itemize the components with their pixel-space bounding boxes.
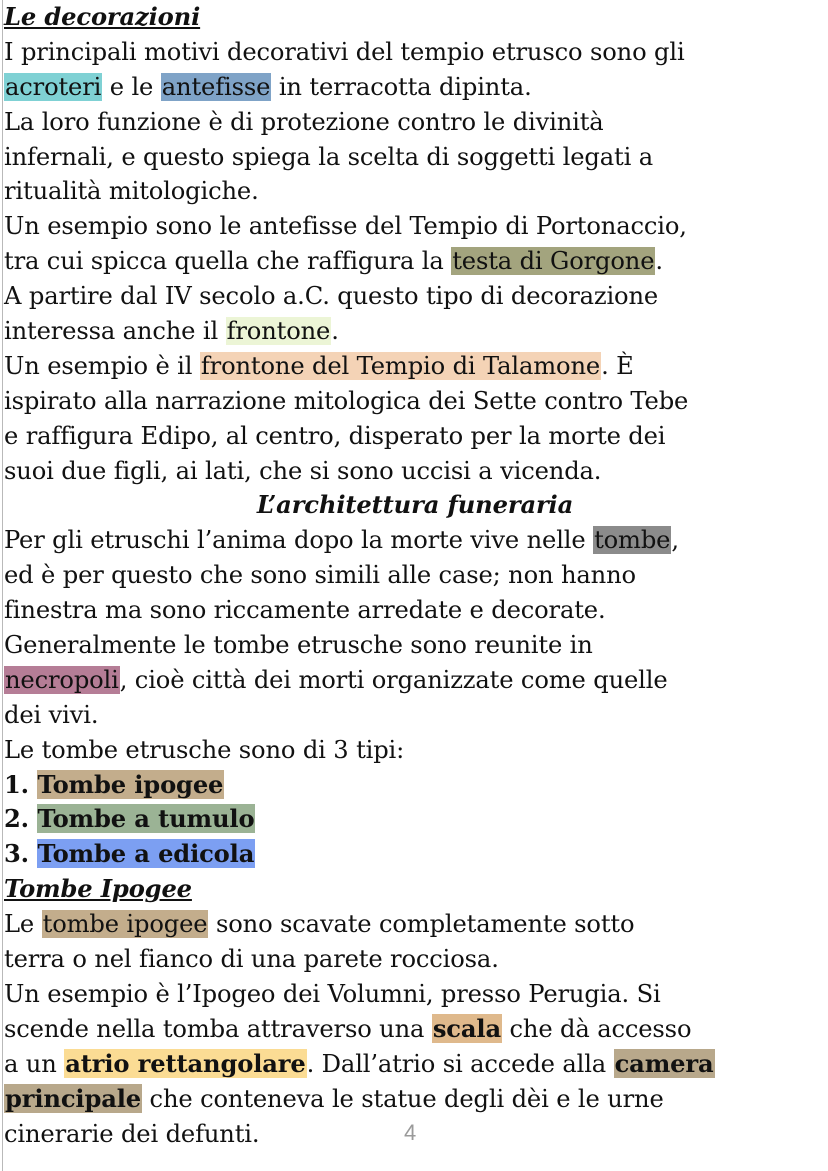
- text-span: ,: [671, 526, 679, 555]
- paragraph-line: [4, 70, 826, 105]
- text-span: Un esempio è il: [4, 351, 200, 380]
- paragraph-line: ispirato alla narrazione mitologica dei Sette contro Tebe: [4, 386, 689, 415]
- highlight-antefisse: antefisse: [161, 72, 271, 101]
- highlight-necropoli: necropoli: [5, 665, 119, 694]
- paragraph-line: finestra ma sono riccamente arredate e decorate.: [4, 596, 606, 625]
- paragraph-line: [4, 1012, 826, 1047]
- paragraph-line: infernali, e questo spiega la scelta di soggetti legati a: [4, 142, 653, 171]
- text-span: , cioè città dei morti organizzate come quelle: [119, 665, 668, 694]
- highlight-tombe-a-tumulo: Tombe a tumulo: [37, 804, 255, 834]
- highlight-tombe-ipogee: Tombe ipogee: [37, 769, 224, 799]
- highlight-frontone: frontone: [226, 317, 331, 346]
- list-item: [4, 768, 826, 803]
- paragraph-line: [4, 1047, 826, 1082]
- paragraph-line: Un esempio è l’Ipogeo dei Volumni, presso Perugia. Si: [4, 979, 661, 1008]
- highlight-frontone-talamone: frontone del Tempio di Talamone: [200, 351, 601, 380]
- highlight-testa-di-gorgone: testa di Gorgone: [452, 247, 655, 276]
- paragraph-line: Generalmente le tombe etrusche sono reunite in: [4, 631, 593, 660]
- paragraph-line: e raffigura Edipo, al centro, disperato per la morte dei: [4, 421, 666, 450]
- highlight-principale: principale: [5, 1083, 142, 1113]
- page-number: 4: [404, 1120, 417, 1145]
- text-span: .: [331, 317, 339, 346]
- highlight-tombe-a-edicola: Tombe a edicola: [37, 839, 255, 869]
- highlight-atrio-rettangolare: atrio rettangolare: [65, 1048, 306, 1078]
- highlight-tombe-ipogee-text: tombe ipogee: [42, 910, 208, 939]
- text-span: in terracotta dipinta.: [271, 72, 532, 101]
- paragraph-line: [4, 907, 826, 942]
- paragraph-line: suoi due figli, ai lati, che si sono uccisi a vicenda.: [4, 456, 602, 485]
- section-title-tombe-ipogee: Tombe Ipogee: [4, 874, 192, 904]
- text-span: . È: [601, 351, 634, 380]
- paragraph-line: ed è per questo che sono simili alle case; non hanno: [4, 561, 636, 590]
- text-span: sono scavate completamente sotto: [208, 910, 635, 939]
- list-item: [4, 837, 826, 872]
- text-span: . Dall’atrio si accede alla: [306, 1049, 614, 1078]
- paragraph-line: [4, 314, 826, 349]
- paragraph-line: cinerarie dei defunti.: [4, 1119, 260, 1148]
- paragraph-line: dei vivi.: [4, 700, 99, 729]
- paragraph-line: A partire dal IV secolo a.C. questo tipo di decorazione: [4, 282, 659, 311]
- text-span: e le: [102, 72, 161, 101]
- text-span: Le: [4, 910, 42, 939]
- text-span: .: [655, 247, 663, 276]
- text-span: interessa anche il: [4, 317, 226, 346]
- highlight-acroteri: acroteri: [5, 72, 102, 101]
- list-number: 2.: [4, 804, 29, 834]
- paragraph-line: La loro funzione è di protezione contro le divinità: [4, 107, 604, 136]
- paragraph-line: Le tombe etrusche sono di 3 tipi:: [4, 735, 405, 764]
- paragraph-line: terra o nel fianco di una parete rocciosa.: [4, 945, 499, 974]
- section-title-architettura-funeraria: L’architettura funeraria: [256, 490, 574, 520]
- paragraph-line: [4, 244, 826, 279]
- list-number: 3.: [4, 839, 29, 869]
- section-title-decorazioni: Le decorazioni: [4, 2, 201, 31]
- highlight-tombe: tombe: [594, 526, 671, 555]
- list-number: 1.: [4, 769, 29, 799]
- highlight-camera: camera: [614, 1048, 714, 1078]
- page-margin-line: [2, 0, 3, 1171]
- text-span: a un: [4, 1049, 65, 1078]
- page-content: [4, 0, 826, 1151]
- paragraph-line: [4, 1082, 826, 1117]
- list-item: [4, 802, 826, 837]
- paragraph-line: [4, 349, 826, 384]
- text-span: tra cui spicca quella che raffigura la: [4, 247, 452, 276]
- text-span: che dà accesso: [501, 1014, 692, 1043]
- paragraph-line: Un esempio sono le antefisse del Tempio di Portonaccio,: [4, 212, 687, 241]
- paragraph-line: ritualità mitologiche.: [4, 177, 259, 206]
- paragraph-line: I principali motivi decorativi del tempio etrusco sono gli: [4, 37, 685, 66]
- text-span: scende nella tomba attraverso una: [4, 1014, 432, 1043]
- paragraph-line: [4, 523, 826, 558]
- text-span: Per gli etruschi l’anima dopo la morte vive nelle: [4, 526, 594, 555]
- paragraph-line: [4, 663, 826, 698]
- highlight-scala: scala: [432, 1013, 501, 1043]
- text-span: che conteneva le statue degli dèi e le urne: [142, 1084, 664, 1113]
